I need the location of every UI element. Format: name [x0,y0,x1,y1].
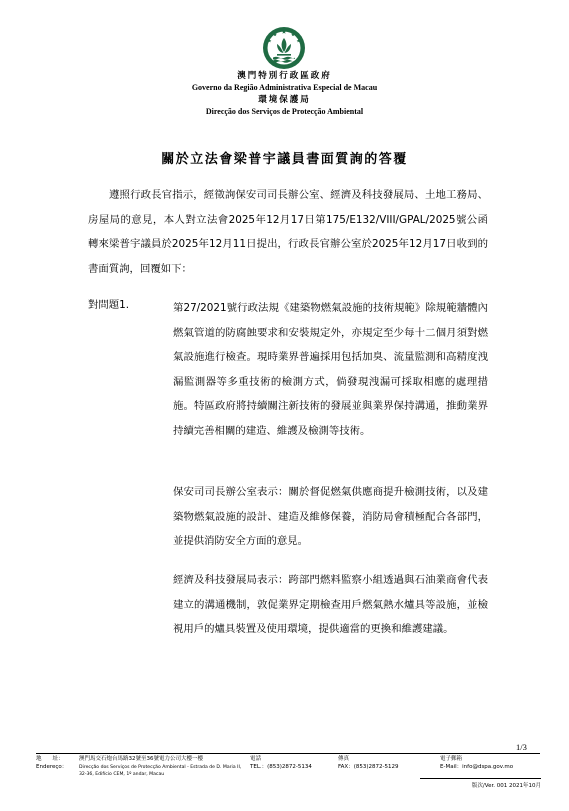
email-address[interactable]: E-Mail：info@dspa.gov.mo [440,764,514,770]
department-name-zh: 環境保護局 [258,95,311,105]
address-pt-line-2: 32-36, Edifício CEM, 1º andar, Macau [79,772,165,777]
address-label-pt: Endereço： [36,764,68,770]
fax-number: FAX：(853)2872-5129 [338,764,399,770]
fax-label: 傳真 [338,756,350,762]
document-title: 關於立法會梁普宇議員書面質詢的答覆 [161,152,408,167]
footer-divider [36,753,540,754]
answer-paragraph-3: 經濟及科技發展局表示：跨部門燃料監察小組透過與石油業商會代表建立的溝通機制，敦促業界定期檢查用戶燃氣熱水爐具等設施，並檢視用戶的爐具裝置及使用環境，提供適當的更換和維護建議。 [173,574,488,635]
tel-label: 電話 [250,756,262,762]
address-label-zh: 地 址： [36,756,64,762]
page-number: 1/3 [516,742,527,752]
department-name-pt: Direcção dos Serviços de Protecção Ambiental [205,107,364,116]
version-info: 版次/Ver. 001 2021年10月 [471,783,541,789]
address-zh: 澳門馬交石炮台馬路32號至36號電力公司大樓一樓 [79,756,203,762]
version-divider [420,778,541,779]
address-pt-line-1: Direcção dos Serviços de Protecção Ambiental - Estrada de D. Maria II, [79,765,242,770]
answer-paragraph-2: 保安司司長辦公室表示：關於督促燃氣供應商提升檢測技術，以及建築物燃氣設施的設計、建造及維修保養，消防局會積極配合各部門，並提供消防安全方面的意見。 [173,486,488,547]
intro-paragraph: 遵照行政長官指示，經徵詢保安司司長辦公室、經濟及科技發展局、土地工務局、房屋局的意見，本人對立法會2025年12月17日第175/E132/VIII/GPAL/2025號公函轉來梁普宇議員於2025年12月11日提出，行政長官辦公室於2025年12月17日收到的書面質詢，回覆如下： [88,189,488,275]
government-name-pt: Governo da Região Administrativa Especial de Macau [191,83,378,92]
government-name-zh: 澳門特別行政區政府 [237,71,332,81]
macao-emblem-icon [262,26,306,70]
answer-paragraph-1: 第27/2021號行政法規《建築物燃氣設施的技術規範》除規範牆體內燃氣管道的防腐蝕要求和安裝規定外，亦規定至少每十二個月須對燃氣設施進行檢查。現時業界普遍採用包括加臭、流量監測和高精度洩漏監測器等多重技術的檢測方式，倘發現洩漏可採取相應的處理措施。特區政府將持續關注新技術的發展並與業界保持溝通，推動業界持續完善相關的建造、維護及檢測等技術。 [173,302,488,437]
tel-number: TEL.：(853)2872-5134 [250,764,312,770]
question-label: 對問題1. [88,299,130,311]
email-label: 電子郵箱 [440,756,463,762]
